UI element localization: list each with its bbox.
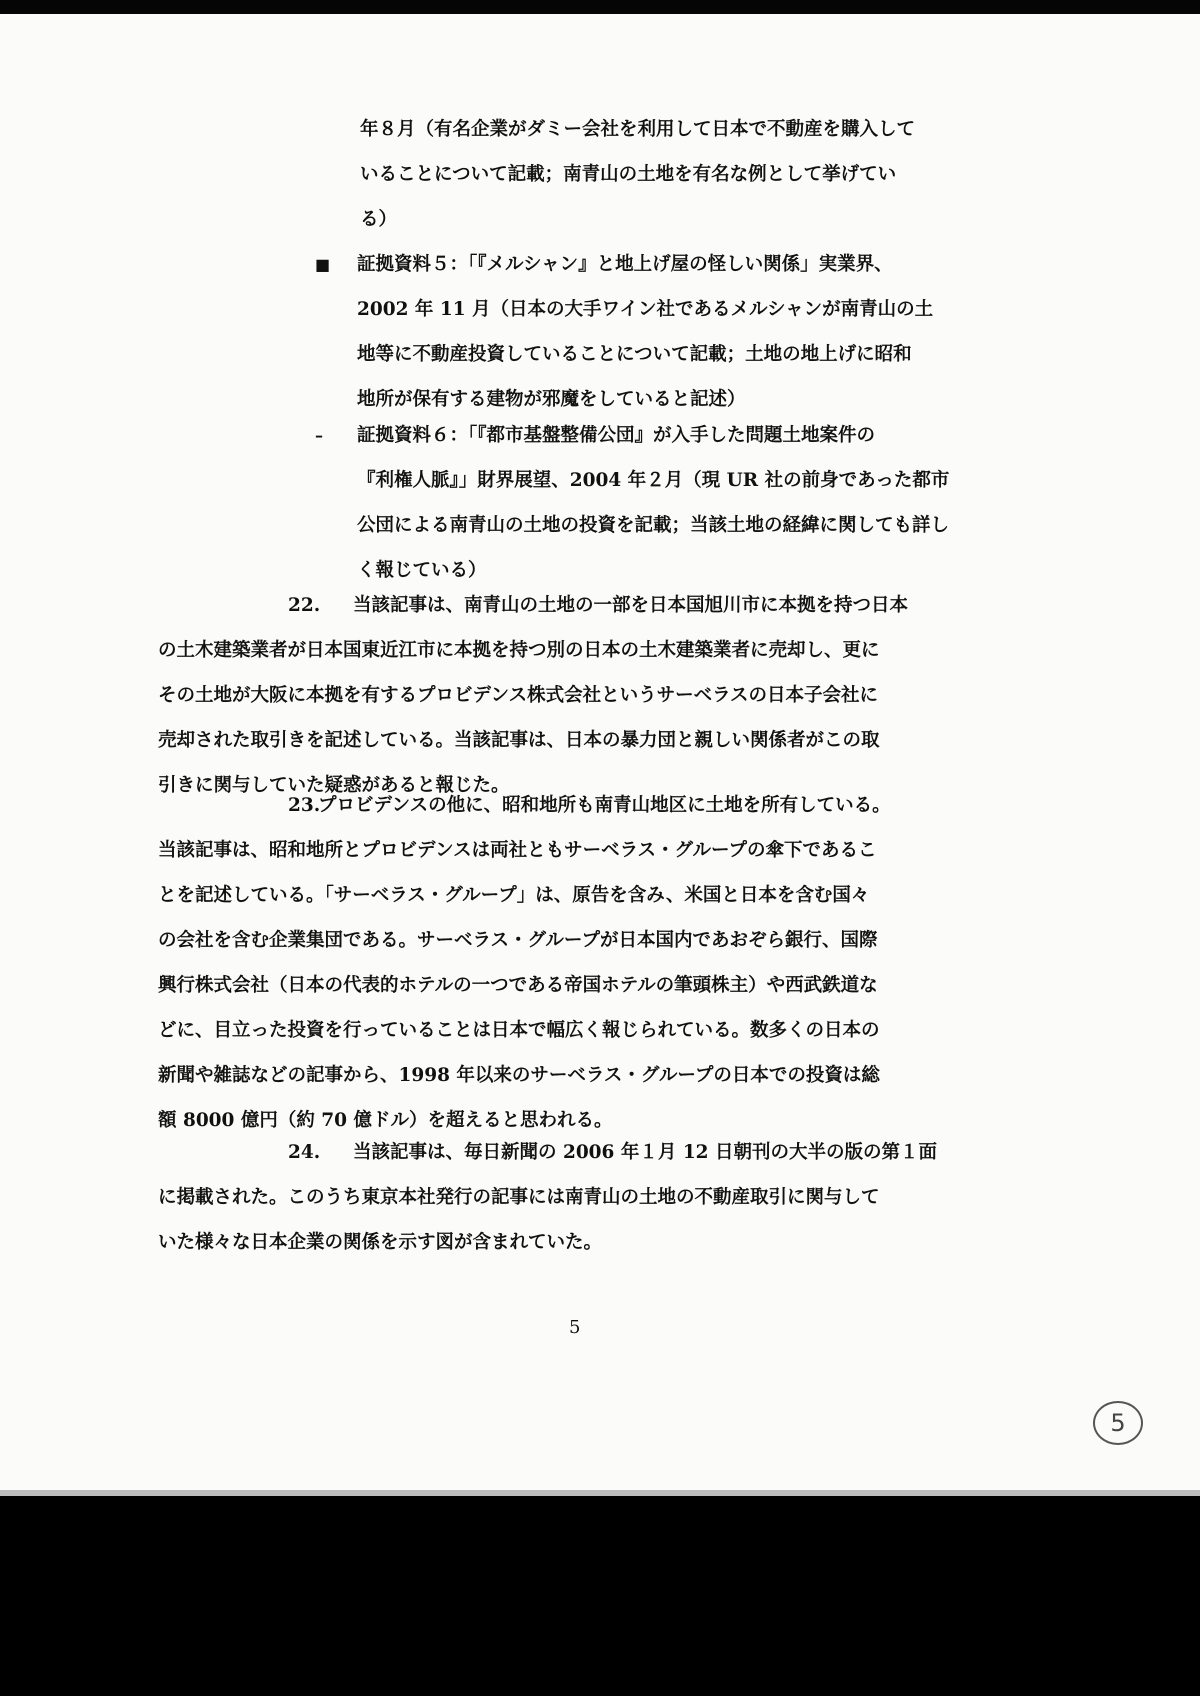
text-line: 当該記事は、南青山の土地の一部を日本国旭川市に本拠を持つ日本 <box>353 595 909 616</box>
document-page <box>0 14 1200 1496</box>
text-line: に掲載された。このうち東京本社発行の記事には南青山の土地の不動産取引に関与して <box>158 1187 880 1208</box>
paragraph-24 <box>158 1130 1008 1265</box>
paragraph-number: 24. <box>288 1142 321 1163</box>
text-line: く報じている） <box>357 560 487 581</box>
text-line: 興行株式会社（日本の代表的ホテルの一つである帝国ホテルの筆頭株主）や西武鉄道な <box>158 975 878 996</box>
text-line: 新聞や雑誌などの記事から、1998 年以来のサーベラス・グループの日本での投資は総 <box>158 1065 880 1086</box>
text-line: の会社を含む企業集団である。サーベラス・グループが日本国内であおぞら銀行、国際 <box>158 930 878 951</box>
scan-border-bottom <box>0 1496 1200 1696</box>
paragraph-22 <box>158 583 1008 808</box>
bullet-icon: ■ <box>315 255 331 274</box>
text-line: その土地が大阪に本拠を有するプロビデンス株式会社というサーベラスの日本子会社に <box>158 685 879 706</box>
paragraph-23 <box>158 783 1008 1143</box>
text-line: 引きに関与していた疑惑があると報じた。 <box>158 775 510 796</box>
text-line: いた様々な日本企業の関係を示す図が含まれていた。 <box>158 1232 603 1253</box>
text-line: の土木建築業者が日本国東近江市に本拠を持つ別の日本の土木建築業者に売却し、更に <box>158 640 880 661</box>
dash-bullet-icon: – <box>315 426 323 445</box>
text-line: 当該記事は、毎日新聞の 2006 年１月 12 日朝刊の大半の版の第１面 <box>353 1142 937 1163</box>
paragraph-number: 22. <box>288 595 321 616</box>
text-line: 証拠資料６：「『都市基盤整備公団』が入手した問題土地案件の <box>357 425 876 446</box>
text-line: 当該記事は、昭和地所とプロビデンスは両社ともサーベラス・グループの傘下であるこ <box>158 840 877 861</box>
scan-border-top <box>0 0 1200 14</box>
text-line: 地所が保有する建物が邪魔をしていると記述） <box>357 389 746 410</box>
text-line: どに、目立った投資を行っていることは日本で幅広く報じられている。数多くの日本の <box>158 1020 880 1041</box>
text-line: 地等に不動産投資していることについて記載；土地の地上げに昭和 <box>357 344 912 365</box>
paragraph-number: 23. <box>288 795 321 816</box>
text-line: 2002 年 11 月（日本の大手ワイン社であるメルシャンが南青山の土 <box>357 299 934 320</box>
handwritten-page-stamp: 5 <box>1093 1401 1143 1445</box>
text-line: 『利権人脈』」財界展望、2004 年２月（現 UR 社の前身であった都市 <box>357 470 950 491</box>
page-number: 5 <box>569 1317 581 1338</box>
text-line: いることについて記載；南青山の土地を有名な例として挙げてい <box>360 164 897 185</box>
text-line: る） <box>360 209 398 230</box>
text-line: 年８月（有名企業がダミー会社を利用して日本で不動産を購入して <box>360 119 916 140</box>
text-line: 額 8000 億円（約 70 億ドル）を超えると思われる。 <box>158 1110 613 1131</box>
text-line: プロビデンスの他に、昭和地所も南青山地区に土地を所有している。 <box>318 795 891 816</box>
intro-continuation <box>360 107 1000 242</box>
text-line: 公団による南青山の土地の投資を記載；当該土地の経緯に関しても詳し <box>357 515 950 536</box>
text-line: とを記述している。「サーベラス・グループ」は、原告を含み、米国と日本を含む国々 <box>158 885 870 906</box>
text-line: 証拠資料５：「『メルシャン』と地上げ屋の怪しい関係」実業界、 <box>357 254 893 275</box>
text-line: 売却された取引きを記述している。当該記事は、日本の暴力団と親しい関係者がこの取 <box>158 730 880 751</box>
